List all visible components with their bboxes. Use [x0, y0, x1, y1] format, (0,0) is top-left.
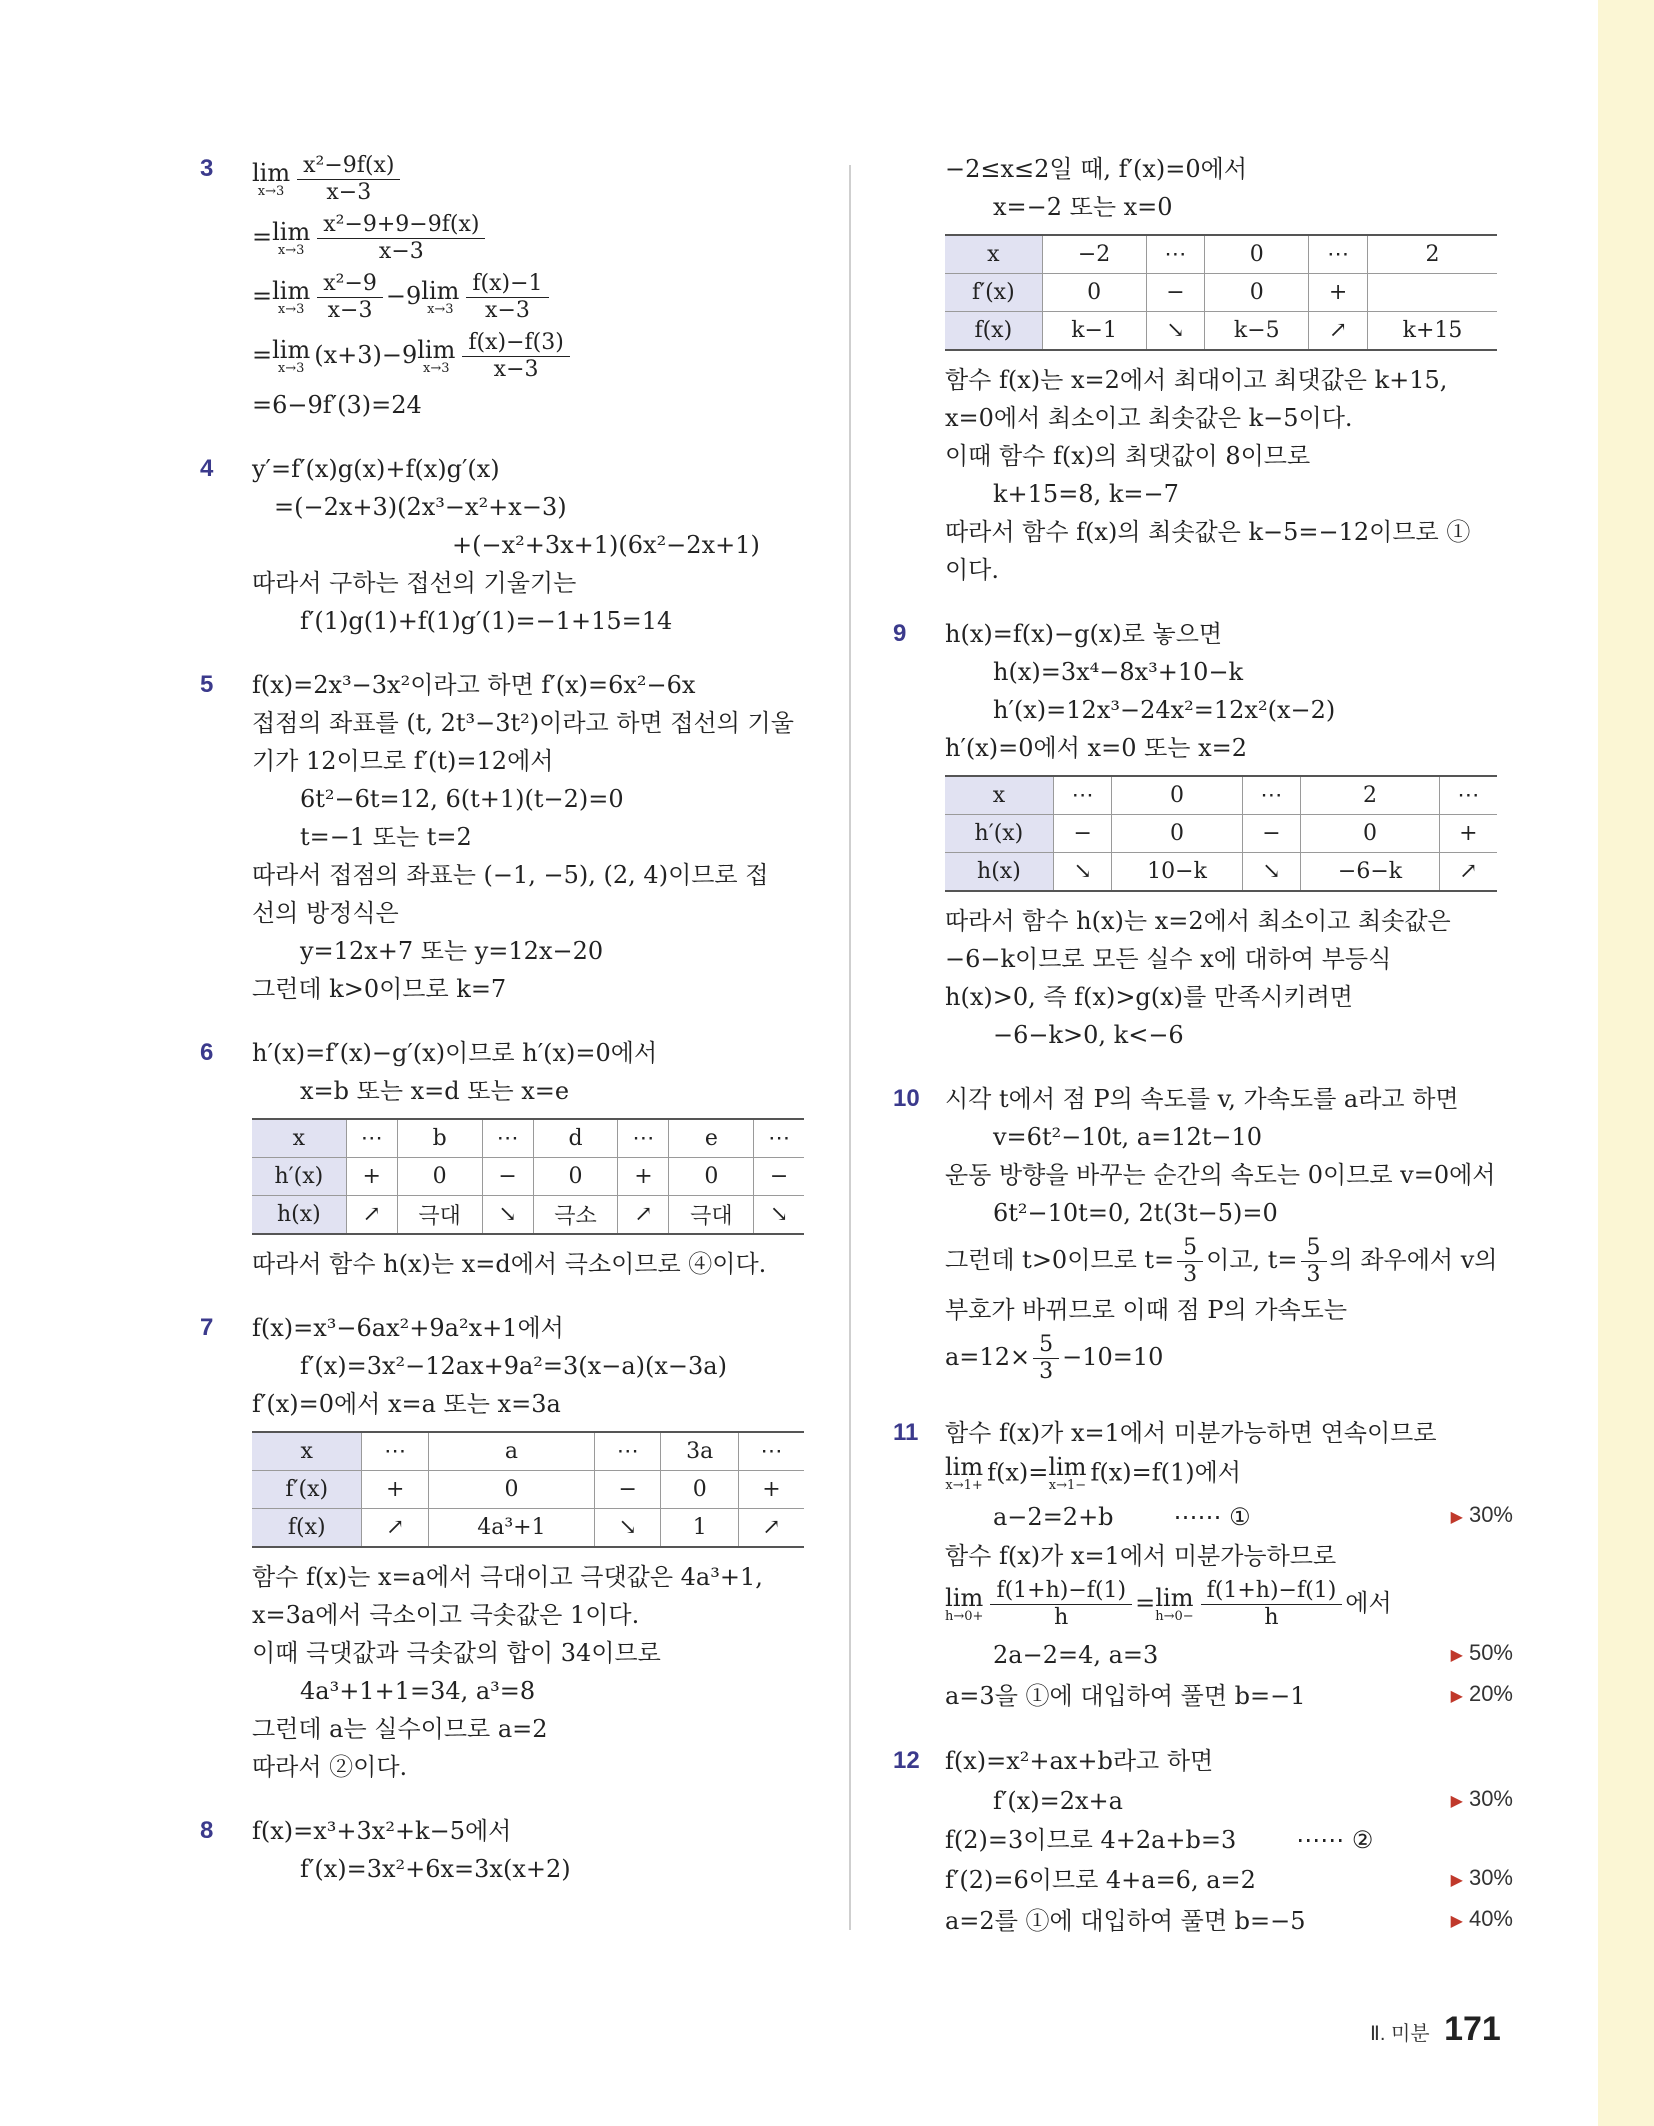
text-line: 4a³+1+1=34, a³=8: [300, 1677, 536, 1705]
table-cell: 극소: [533, 1196, 618, 1235]
table-cell: ↘: [1146, 312, 1205, 351]
math-line: = lim x→3 $\frac{\text{x²−9+9−9f(x)}}{x-3}$: [252, 209, 820, 268]
text-line: 부호가 바뀌므로 이때 점 P의 가속도는: [945, 1296, 1348, 1324]
text-line: 따라서 함수 h(x)는 x=d에서 극소이므로 ④이다.: [252, 1250, 767, 1278]
table-cell: 극대: [669, 1196, 754, 1235]
table-row: [252, 1509, 804, 1548]
triangle-icon: ▶: [1450, 1509, 1463, 1526]
table-cell: ⋯: [618, 1119, 669, 1158]
text-line: 따라서 접점의 좌표는 (−1, −5), (2, 4)이므로 접: [252, 861, 769, 889]
table-cell: ⋯: [482, 1119, 533, 1158]
table-cell: ↗: [346, 1196, 397, 1235]
text-line: k+15=8, k=−7: [993, 480, 1179, 508]
text-line: −6−k이므로 모든 실수 x에 대하여 부등식: [945, 945, 1392, 973]
table-cell: ⋯: [346, 1119, 397, 1158]
problem-number: 3: [200, 155, 214, 182]
problem-11: [893, 1414, 1513, 1716]
text-line: x=3a에서 극소이고 극솟값은 1이다.: [252, 1601, 640, 1629]
text-line: 이때 함수 f(x)의 최댓값이 8이므로: [945, 442, 1311, 470]
score-badge: ▶ 40%: [1450, 1906, 1513, 1931]
table-row: [945, 853, 1497, 892]
table-row: [252, 1432, 804, 1471]
left-column: [200, 150, 820, 1888]
math-line: = lim x→3 $\frac{\text{x²−9}}{x-3}$ −9 lim x→3 $\frac{f(x)-1}{x-3}$: [252, 268, 820, 327]
table-row: [945, 274, 1497, 312]
text-line: f(x)=x³+3x²+k−5에서: [252, 1817, 512, 1845]
table-cell: ↗: [362, 1509, 429, 1548]
problem-number: 12: [893, 1747, 920, 1774]
problem-8: [200, 1812, 820, 1888]
text-line: 그런데 k>0이므로 k=7: [252, 975, 507, 1003]
problem-number: 7: [200, 1314, 214, 1341]
problem-7: [200, 1309, 820, 1786]
table-cell: ⋯: [1242, 776, 1301, 815]
score-badge: ▶ 50%: [1450, 1640, 1513, 1665]
table-cell: 0: [397, 1158, 482, 1196]
text-line: −6−k>0, k<−6: [993, 1021, 1184, 1049]
table-cell: ↗: [618, 1196, 669, 1235]
table-cell: k−5: [1205, 312, 1309, 351]
table-cell: ⋯: [594, 1432, 661, 1471]
table-cell: −: [482, 1158, 533, 1196]
math-line: =6−9f′(3)=24: [252, 391, 422, 419]
scored-line: f′(x)=2x+a ▶ 30%: [945, 1780, 1513, 1821]
table-cell: +: [346, 1158, 397, 1196]
table-cell: ↘: [594, 1509, 661, 1548]
text-line: 6t²−10t=0, 2t(3t−5)=0: [993, 1199, 1278, 1227]
text-line: 함수 f(x)가 x=1에서 미분가능하므로: [945, 1542, 1337, 1570]
scored-line: f′(2)=6이므로 4+a=6, a=2 ▶ 30%: [945, 1859, 1513, 1900]
page-side-band: [1598, 0, 1654, 2126]
table-row: [252, 1158, 804, 1196]
text-line: f(x)=x²+ax+b라고 하면: [945, 1747, 1214, 1775]
table-cell: e: [669, 1119, 754, 1158]
table-cell: k−1: [1042, 312, 1146, 351]
problem-12: [893, 1742, 1513, 1941]
table-cell: −: [1242, 815, 1301, 853]
text-line: h′(x)=f′(x)−g′(x)이므로 h′(x)=0에서: [252, 1039, 658, 1067]
table-cell: ↗: [1309, 312, 1368, 351]
math-line: lim h→0+ $\frac{f(1+h)-f(1)}{h}$ = lim h→0− $\frac{f(1+h)-f(1)}{h}$ 에서: [945, 1578, 1392, 1630]
table-cell: 0: [1301, 815, 1440, 853]
table-cell: 0: [1205, 235, 1309, 274]
text-line: 기가 12이므로 f′(t)=12에서: [252, 747, 554, 775]
table-cell: h′(x): [252, 1158, 346, 1196]
table-cell: 2: [1367, 235, 1497, 274]
table-cell: 0: [1112, 776, 1242, 815]
scored-line: 2a−2=4, a=3 ▶ 50%: [945, 1634, 1513, 1675]
triangle-icon: ▶: [1450, 1872, 1463, 1889]
text-line: 이때 극댓값과 극솟값의 합이 34이므로: [252, 1639, 661, 1667]
text-line: =(−2x+3)(2x³−x²+x−3): [274, 493, 567, 521]
table-cell: f′(x): [252, 1471, 362, 1509]
table-cell: ↗: [1439, 853, 1497, 892]
text-line: h(x)>0, 즉 f(x)>g(x)를 만족시키려면: [945, 983, 1353, 1011]
table-cell: 0: [428, 1471, 594, 1509]
problem-number: 8: [200, 1817, 214, 1844]
score-badge: ▶ 30%: [1450, 1502, 1513, 1527]
table-cell: 4a³+1: [428, 1509, 594, 1548]
table-cell: +: [618, 1158, 669, 1196]
problem-number: 11: [893, 1419, 919, 1446]
table-cell: +: [362, 1471, 429, 1509]
math-line: lim x→3 $\frac{\text{x²−9f(x)}}{x-3}$: [252, 150, 820, 209]
variation-table: [945, 775, 1497, 892]
problem-8-continued: [893, 150, 1513, 589]
table-cell: x: [945, 776, 1053, 815]
table-cell: −6−k: [1301, 853, 1440, 892]
text-line: 따라서 함수 f(x)의 최솟값은 k−5=−12이므로 ①: [945, 518, 1471, 546]
table-cell: −2: [1042, 235, 1146, 274]
table-row: [252, 1196, 804, 1235]
table-cell: ↘: [754, 1196, 804, 1235]
table-cell: a: [428, 1432, 594, 1471]
text-line: 따라서 ②이다.: [252, 1753, 408, 1781]
text-line: 그런데 a는 실수이므로 a=2: [252, 1715, 548, 1743]
math-line: = lim x→3 (x+3)−9 lim x→3 $\frac{f(x)-f(3)}{x-3}$: [252, 327, 820, 386]
problem-number: 6: [200, 1039, 214, 1066]
table-cell: ⋯: [1053, 776, 1112, 815]
table-cell: k+15: [1367, 312, 1497, 351]
text-line: +(−x²+3x+1)(6x²−2x+1): [452, 531, 760, 559]
text-line: x=b 또는 x=d 또는 x=e: [300, 1077, 570, 1105]
page-number: 171: [1444, 2010, 1501, 2048]
text-line: x=0에서 최소이고 최솟값은 k−5이다.: [945, 404, 1353, 432]
section-label: Ⅱ. 미분: [1370, 2023, 1430, 2045]
triangle-icon: ▶: [1450, 1913, 1463, 1930]
table-cell: f(x): [945, 312, 1042, 351]
problem-9: [893, 615, 1513, 1054]
table-row: [945, 815, 1497, 853]
text-line: 접점의 좌표를 (t, 2t³−3t²)이라고 하면 접선의 기울: [252, 709, 794, 737]
table-cell: 2: [1301, 776, 1440, 815]
variation-table: [252, 1118, 804, 1235]
scored-line: a=2를 ①에 대입하여 풀면 b=−5 ▶ 40%: [945, 1900, 1513, 1941]
table-cell: b: [397, 1119, 482, 1158]
text-line: h(x)=f(x)−g(x)로 놓으면: [945, 620, 1223, 648]
table-cell: [1367, 274, 1497, 312]
text-line: x=−2 또는 x=0: [993, 193, 1173, 221]
text-line: h(x)=3x⁴−8x³+10−k: [993, 658, 1244, 686]
page-footer: [1370, 2010, 1501, 2049]
column-divider: [849, 165, 851, 1930]
scored-line: a=3을 ①에 대입하여 풀면 b=−1 ▶ 20%: [945, 1675, 1513, 1716]
problem-number: 9: [893, 620, 907, 647]
table-cell: −: [754, 1158, 804, 1196]
table-cell: x: [252, 1432, 362, 1471]
table-cell: −: [1146, 274, 1205, 312]
table-cell: h(x): [252, 1196, 346, 1235]
score-badge: ▶ 30%: [1450, 1786, 1513, 1811]
table-cell: ⋯: [1146, 235, 1205, 274]
problem-number: 4: [200, 455, 214, 482]
math-line: lim x→1+ f(x)= lim x→1− f(x)=f(1)에서: [945, 1453, 1241, 1493]
table-cell: ⋯: [754, 1119, 804, 1158]
text-line: 따라서 함수 h(x)는 x=2에서 최소이고 최솟값은: [945, 907, 1451, 935]
triangle-icon: ▶: [1450, 1647, 1463, 1664]
variation-table: [252, 1431, 804, 1548]
table-cell: d: [533, 1119, 618, 1158]
text-line: 운동 방향을 바꾸는 순간의 속도는 0이므로 v=0에서: [945, 1161, 1496, 1189]
table-cell: ↗: [739, 1509, 805, 1548]
table-cell: ↘: [1053, 853, 1112, 892]
table-cell: x: [252, 1119, 346, 1158]
table-cell: −: [1053, 815, 1112, 853]
problem-10: [893, 1080, 1513, 1388]
math-line: 그런데 t>0이므로 t= $\frac{5}{3}$ 이고, t= $\frac{5}{3}$ 의 좌우에서 v의: [945, 1235, 1498, 1287]
table-cell: 0: [533, 1158, 618, 1196]
table-cell: 3a: [661, 1432, 739, 1471]
table-cell: 0: [669, 1158, 754, 1196]
text-line: f′(x)=3x²+6x=3x(x+2): [300, 1855, 571, 1883]
table-cell: +: [1439, 815, 1497, 853]
table-row: [252, 1119, 804, 1158]
triangle-icon: ▶: [1450, 1688, 1463, 1705]
problem-4: [200, 450, 820, 640]
right-column: [893, 150, 1513, 1941]
table-row: [945, 776, 1497, 815]
text-line: 시각 t에서 점 P의 속도를 v, 가속도를 a라고 하면: [945, 1085, 1459, 1113]
table-row: [945, 312, 1497, 351]
table-cell: h(x): [945, 853, 1053, 892]
table-cell: 0: [1205, 274, 1309, 312]
text-line: h′(x)=0에서 x=0 또는 x=2: [945, 734, 1247, 762]
table-cell: 10−k: [1112, 853, 1242, 892]
variation-table: [945, 234, 1497, 351]
table-cell: −: [594, 1471, 661, 1509]
table-cell: 0: [661, 1471, 739, 1509]
table-cell: ⋯: [1309, 235, 1368, 274]
table-cell: f(x): [252, 1509, 362, 1548]
problem-number: 5: [200, 671, 214, 698]
table-cell: 1: [661, 1509, 739, 1548]
problem-number: 10: [893, 1085, 920, 1112]
score-badge: ▶ 20%: [1450, 1681, 1513, 1706]
table-cell: ⋯: [739, 1432, 805, 1471]
text-line: v=6t²−10t, a=12t−10: [993, 1123, 1263, 1151]
text-line: f(x)=2x³−3x²이라고 하면 f′(x)=6x²−6x: [252, 671, 696, 699]
table-cell: h′(x): [945, 815, 1053, 853]
text-line: f′(x)=3x²−12ax+9a²=3(x−a)(x−3a): [300, 1352, 727, 1380]
text-line: y′=f′(x)g(x)+f(x)g′(x): [252, 455, 500, 483]
text-line: f(2)=3이므로 4+2a+b=3 ⋯⋯ ②: [945, 1826, 1374, 1854]
table-cell: 극대: [397, 1196, 482, 1235]
text-line: 6t²−6t=12, 6(t+1)(t−2)=0: [300, 785, 624, 813]
problem-6: [200, 1034, 820, 1283]
table-cell: x: [945, 235, 1042, 274]
table-cell: ⋯: [362, 1432, 429, 1471]
text-line: f′(1)g(1)+f(1)g′(1)=−1+15=14: [300, 607, 673, 635]
text-line: 함수 f(x)가 x=1에서 미분가능하면 연속이므로: [945, 1419, 1437, 1447]
text-line: 따라서 구하는 접선의 기울기는: [252, 569, 577, 597]
text-line: −2≤x≤2일 때, f′(x)=0에서: [945, 155, 1247, 183]
text-line: t=−1 또는 t=2: [300, 823, 472, 851]
text-line: y=12x+7 또는 y=12x−20: [300, 937, 604, 965]
text-line: h′(x)=12x³−24x²=12x²(x−2): [993, 696, 1336, 724]
triangle-icon: ▶: [1450, 1793, 1463, 1810]
table-row: [945, 235, 1497, 274]
scored-line: a−2=2+b ⋯⋯ ① ▶ 30%: [945, 1496, 1513, 1537]
text-line: f′(x)=0에서 x=a 또는 x=3a: [252, 1390, 561, 1418]
table-cell: +: [739, 1471, 805, 1509]
problem-3: [200, 150, 820, 424]
text-line: 함수 f(x)는 x=a에서 극대이고 극댓값은 4a³+1,: [252, 1563, 763, 1591]
table-cell: 0: [1042, 274, 1146, 312]
table-row: [252, 1471, 804, 1509]
score-badge: ▶ 30%: [1450, 1865, 1513, 1890]
table-cell: 0: [1112, 815, 1242, 853]
table-cell: f′(x): [945, 274, 1042, 312]
text-line: 이다.: [945, 556, 999, 584]
table-cell: ⋯: [1439, 776, 1497, 815]
text-line: 함수 f(x)는 x=2에서 최대이고 최댓값은 k+15,: [945, 366, 1448, 394]
problem-5: [200, 666, 820, 1008]
text-line: f(x)=x³−6ax²+9a²x+1에서: [252, 1314, 564, 1342]
text-line: 선의 방정식은: [252, 899, 399, 927]
table-cell: +: [1309, 274, 1368, 312]
table-cell: ↘: [1242, 853, 1301, 892]
table-cell: ↘: [482, 1196, 533, 1235]
math-line: a=12× $\frac{5}{3}$ −10=10: [945, 1332, 1164, 1384]
